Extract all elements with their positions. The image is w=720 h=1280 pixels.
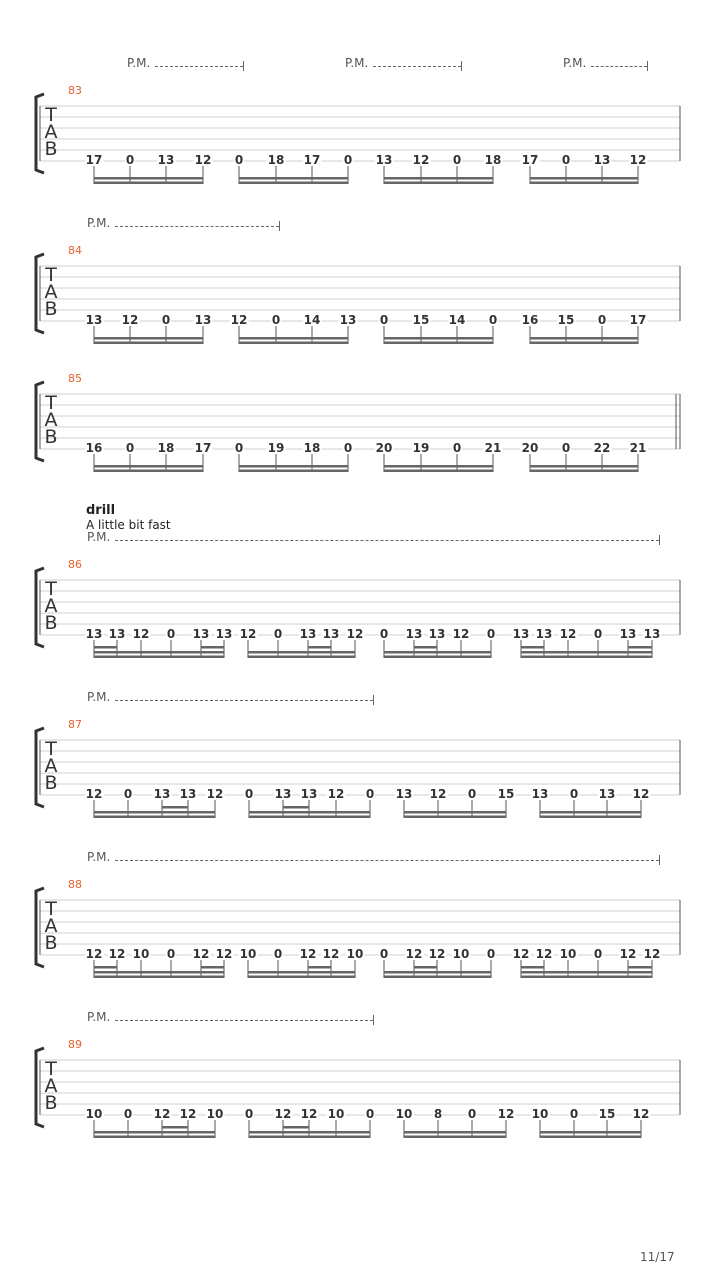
- fret-number: 19: [412, 441, 430, 455]
- palm-mute-line: [115, 226, 279, 227]
- fret-number: 13: [194, 313, 212, 327]
- fret-number: 0: [123, 787, 133, 801]
- measure-number: 83: [68, 84, 82, 97]
- beam: [404, 811, 506, 814]
- palm-mute-label: P.M.: [563, 56, 587, 70]
- beam: [384, 971, 491, 974]
- beam-sixteenth: [283, 1126, 309, 1129]
- fret-number: 10: [132, 947, 150, 961]
- tab-clef-letter: B: [44, 612, 58, 634]
- beam: [94, 811, 215, 814]
- beam: [530, 465, 638, 468]
- beam-sixteenth: [308, 966, 331, 969]
- tab-clef-letter: T: [45, 898, 57, 920]
- fret-number: 0: [234, 153, 244, 167]
- palm-mute-line: [591, 66, 647, 67]
- palm-mute-line: [155, 66, 243, 67]
- tab-clef-letter: T: [45, 264, 57, 286]
- beam: [239, 470, 348, 473]
- tab-clef-letter: T: [45, 1058, 57, 1080]
- tab-staff: [0, 720, 720, 820]
- tab-clef-letter: B: [44, 772, 58, 794]
- tab-clef-letter: A: [44, 121, 58, 143]
- palm-mute-line: [115, 540, 659, 541]
- fret-number: 20: [521, 441, 539, 455]
- fret-number: 12: [274, 1107, 292, 1121]
- beam: [384, 470, 493, 473]
- fret-number: 12: [632, 787, 650, 801]
- fret-number: 16: [85, 441, 103, 455]
- palm-mute-end: [243, 61, 244, 71]
- beam: [540, 811, 641, 814]
- beam: [404, 1136, 506, 1139]
- tab-staff: [0, 86, 720, 186]
- palm-mute-label: P.M.: [87, 1010, 111, 1024]
- beam: [239, 465, 348, 468]
- palm-mute-label: P.M.: [127, 56, 151, 70]
- fret-number: 12: [452, 627, 470, 641]
- fret-number: 0: [561, 153, 571, 167]
- fret-number: 14: [448, 313, 466, 327]
- fret-number: 17: [303, 153, 321, 167]
- fret-number: 19: [267, 441, 285, 455]
- beam: [384, 182, 493, 185]
- palm-mute-end: [373, 1015, 374, 1025]
- fret-number: 17: [629, 313, 647, 327]
- tab-clef-letter: A: [44, 755, 58, 777]
- fret-number: 20: [375, 441, 393, 455]
- tab-staff: [0, 246, 720, 346]
- fret-number: 13: [375, 153, 393, 167]
- fret-number: 0: [125, 153, 135, 167]
- beam: [521, 976, 652, 979]
- beam: [94, 656, 224, 659]
- measure-number: 88: [68, 878, 82, 891]
- fret-number: 13: [405, 627, 423, 641]
- beam-sixteenth: [94, 646, 117, 649]
- fret-number: 18: [484, 153, 502, 167]
- beam: [530, 337, 638, 340]
- tab-clef-letter: T: [45, 104, 57, 126]
- section-subtitle: A little bit fast: [86, 518, 171, 532]
- beam-sixteenth: [414, 966, 437, 969]
- tab-clef-letter: T: [45, 738, 57, 760]
- fret-number: 13: [274, 787, 292, 801]
- beam: [249, 1131, 370, 1134]
- palm-mute-line: [115, 700, 373, 701]
- fret-number: 12: [85, 947, 103, 961]
- beam: [94, 971, 224, 974]
- fret-number: 18: [303, 441, 321, 455]
- fret-number: 0: [273, 947, 283, 961]
- fret-number: 18: [157, 441, 175, 455]
- beam: [530, 470, 638, 473]
- fret-number: 12: [239, 627, 257, 641]
- fret-number: 13: [593, 153, 611, 167]
- palm-mute-label: P.M.: [87, 216, 111, 230]
- fret-number: 13: [192, 627, 210, 641]
- fret-number: 10: [346, 947, 364, 961]
- beam: [248, 651, 355, 654]
- fret-number: 0: [244, 787, 254, 801]
- beam: [521, 656, 652, 659]
- beam: [94, 651, 224, 654]
- beam-sixteenth: [201, 646, 224, 649]
- fret-number: 0: [125, 441, 135, 455]
- fret-number: 13: [339, 313, 357, 327]
- fret-number: 13: [322, 627, 340, 641]
- beam: [530, 177, 638, 180]
- fret-number: 15: [497, 787, 515, 801]
- fret-number: 10: [327, 1107, 345, 1121]
- fret-number: 13: [85, 313, 103, 327]
- tab-clef-letter: A: [44, 915, 58, 937]
- tab-staff: [0, 880, 720, 980]
- fret-number: 21: [484, 441, 502, 455]
- page-number: 11/17: [640, 1250, 675, 1264]
- fret-number: 0: [271, 313, 281, 327]
- tab-clef-letter: A: [44, 409, 58, 431]
- fret-number: 0: [561, 441, 571, 455]
- fret-number: 0: [379, 627, 389, 641]
- beam: [384, 976, 491, 979]
- fret-number: 17: [194, 441, 212, 455]
- fret-number: 12: [327, 787, 345, 801]
- beam: [384, 465, 493, 468]
- measure-number: 89: [68, 1038, 82, 1051]
- measure-number: 85: [68, 372, 82, 385]
- fret-number: 12: [629, 153, 647, 167]
- beam: [530, 342, 638, 345]
- fret-number: 13: [300, 787, 318, 801]
- fret-number: 12: [85, 787, 103, 801]
- fret-number: 10: [452, 947, 470, 961]
- fret-number: 12: [192, 947, 210, 961]
- beam: [521, 971, 652, 974]
- fret-number: 13: [531, 787, 549, 801]
- palm-mute-label: P.M.: [345, 56, 369, 70]
- fret-number: 12: [230, 313, 248, 327]
- beam-sixteenth: [94, 966, 117, 969]
- fret-number: 17: [85, 153, 103, 167]
- fret-number: 13: [428, 627, 446, 641]
- palm-mute-label: P.M.: [87, 850, 111, 864]
- tab-clef-letter: T: [45, 392, 57, 414]
- palm-mute-end: [659, 855, 660, 865]
- palm-mute-end: [373, 695, 374, 705]
- palm-mute-end: [461, 61, 462, 71]
- fret-number: 15: [598, 1107, 616, 1121]
- fret-number: 0: [452, 153, 462, 167]
- beam-sixteenth: [521, 646, 544, 649]
- fret-number: 12: [346, 627, 364, 641]
- fret-number: 13: [215, 627, 233, 641]
- fret-number: 0: [452, 441, 462, 455]
- tab-clef-letter: B: [44, 138, 58, 160]
- beam-sixteenth: [162, 1126, 188, 1129]
- palm-mute-line: [115, 860, 659, 861]
- fret-number: 12: [215, 947, 233, 961]
- fret-number: 10: [395, 1107, 413, 1121]
- beam: [239, 182, 348, 185]
- beam-sixteenth: [628, 646, 652, 649]
- fret-number: 0: [234, 441, 244, 455]
- beam: [94, 337, 203, 340]
- beam: [239, 177, 348, 180]
- fret-number: 10: [559, 947, 577, 961]
- fret-number: 13: [85, 627, 103, 641]
- beam-sixteenth: [628, 966, 652, 969]
- fret-number: 12: [132, 627, 150, 641]
- fret-number: 0: [569, 787, 579, 801]
- fret-number: 14: [303, 313, 321, 327]
- fret-number: 12: [643, 947, 661, 961]
- fret-number: 15: [412, 313, 430, 327]
- fret-number: 0: [486, 627, 496, 641]
- fret-number: 0: [593, 947, 603, 961]
- tab-clef-letter: B: [44, 298, 58, 320]
- fret-number: 13: [179, 787, 197, 801]
- beam: [248, 976, 355, 979]
- fret-number: 12: [535, 947, 553, 961]
- beam: [540, 1131, 641, 1134]
- fret-number: 13: [512, 627, 530, 641]
- beam: [248, 656, 355, 659]
- tab-clef-letter: B: [44, 1092, 58, 1114]
- fret-number: 0: [488, 313, 498, 327]
- fret-number: 10: [531, 1107, 549, 1121]
- fret-number: 13: [619, 627, 637, 641]
- fret-number: 12: [206, 787, 224, 801]
- tab-clef-letter: A: [44, 1075, 58, 1097]
- fret-number: 12: [429, 787, 447, 801]
- fret-number: 0: [161, 313, 171, 327]
- fret-number: 15: [557, 313, 575, 327]
- beam: [94, 177, 203, 180]
- tab-clef-letter: T: [45, 578, 57, 600]
- beam-sixteenth: [283, 806, 309, 809]
- fret-number: 12: [108, 947, 126, 961]
- fret-number: 12: [559, 627, 577, 641]
- tab-staff: [0, 374, 720, 474]
- fret-number: 0: [486, 947, 496, 961]
- fret-number: 16: [521, 313, 539, 327]
- beam: [94, 470, 203, 473]
- fret-number: 0: [343, 153, 353, 167]
- beam: [239, 337, 348, 340]
- fret-number: 12: [619, 947, 637, 961]
- section-title: drill: [86, 503, 116, 518]
- beam-sixteenth: [162, 806, 188, 809]
- fret-number: 0: [244, 1107, 254, 1121]
- fret-number: 10: [239, 947, 257, 961]
- tab-staff: [0, 560, 720, 660]
- beam: [404, 1131, 506, 1134]
- beam: [384, 656, 491, 659]
- fret-number: 10: [206, 1107, 224, 1121]
- fret-number: 12: [300, 1107, 318, 1121]
- beam: [540, 1136, 641, 1139]
- fret-number: 0: [379, 947, 389, 961]
- fret-number: 17: [521, 153, 539, 167]
- fret-number: 0: [379, 313, 389, 327]
- fret-number: 12: [428, 947, 446, 961]
- tab-clef-letter: B: [44, 932, 58, 954]
- fret-number: 0: [597, 313, 607, 327]
- palm-mute-label: P.M.: [87, 530, 111, 544]
- measure-number: 86: [68, 558, 82, 571]
- fret-number: 12: [512, 947, 530, 961]
- fret-number: 0: [123, 1107, 133, 1121]
- fret-number: 13: [299, 627, 317, 641]
- beam-sixteenth: [308, 646, 331, 649]
- fret-number: 0: [273, 627, 283, 641]
- beam-sixteenth: [414, 646, 437, 649]
- beam: [384, 651, 491, 654]
- palm-mute-label: P.M.: [87, 690, 111, 704]
- palm-mute-end: [647, 61, 648, 71]
- fret-number: 0: [343, 441, 353, 455]
- fret-number: 8: [433, 1107, 443, 1121]
- fret-number: 13: [395, 787, 413, 801]
- tab-clef-letter: A: [44, 595, 58, 617]
- fret-number: 10: [85, 1107, 103, 1121]
- palm-mute-end: [659, 535, 660, 545]
- beam: [94, 182, 203, 185]
- fret-number: 13: [108, 627, 126, 641]
- beam: [249, 1136, 370, 1139]
- beam: [94, 976, 224, 979]
- palm-mute-end: [279, 221, 280, 231]
- fret-number: 21: [629, 441, 647, 455]
- beam: [249, 811, 370, 814]
- beam: [94, 1131, 215, 1134]
- palm-mute-line: [373, 66, 461, 67]
- tab-clef-letter: A: [44, 281, 58, 303]
- beam: [521, 651, 652, 654]
- measure-number: 87: [68, 718, 82, 731]
- beam: [94, 342, 203, 345]
- fret-number: 12: [405, 947, 423, 961]
- fret-number: 13: [643, 627, 661, 641]
- fret-number: 13: [157, 153, 175, 167]
- beam: [94, 1136, 215, 1139]
- beam: [540, 816, 641, 819]
- beam: [384, 342, 493, 345]
- fret-number: 12: [179, 1107, 197, 1121]
- fret-number: 12: [299, 947, 317, 961]
- fret-number: 13: [598, 787, 616, 801]
- measure-number: 84: [68, 244, 82, 257]
- fret-number: 18: [267, 153, 285, 167]
- beam: [239, 342, 348, 345]
- fret-number: 0: [467, 787, 477, 801]
- beam: [94, 816, 215, 819]
- beam-sixteenth: [201, 966, 224, 969]
- fret-number: 0: [365, 1107, 375, 1121]
- fret-number: 12: [412, 153, 430, 167]
- beam: [384, 177, 493, 180]
- fret-number: 0: [166, 947, 176, 961]
- fret-number: 12: [121, 313, 139, 327]
- palm-mute-line: [115, 1020, 373, 1021]
- fret-number: 0: [569, 1107, 579, 1121]
- beam: [384, 337, 493, 340]
- fret-number: 22: [593, 441, 611, 455]
- tab-staff: [0, 1040, 720, 1140]
- fret-number: 0: [365, 787, 375, 801]
- beam-sixteenth: [521, 966, 544, 969]
- beam: [404, 816, 506, 819]
- fret-number: 0: [467, 1107, 477, 1121]
- fret-number: 12: [153, 1107, 171, 1121]
- fret-number: 12: [322, 947, 340, 961]
- beam: [94, 465, 203, 468]
- beam: [249, 816, 370, 819]
- fret-number: 13: [535, 627, 553, 641]
- beam: [248, 971, 355, 974]
- fret-number: 12: [632, 1107, 650, 1121]
- fret-number: 12: [497, 1107, 515, 1121]
- fret-number: 13: [153, 787, 171, 801]
- tab-clef-letter: B: [44, 426, 58, 448]
- fret-number: 12: [194, 153, 212, 167]
- fret-number: 0: [166, 627, 176, 641]
- fret-number: 0: [593, 627, 603, 641]
- beam: [530, 182, 638, 185]
